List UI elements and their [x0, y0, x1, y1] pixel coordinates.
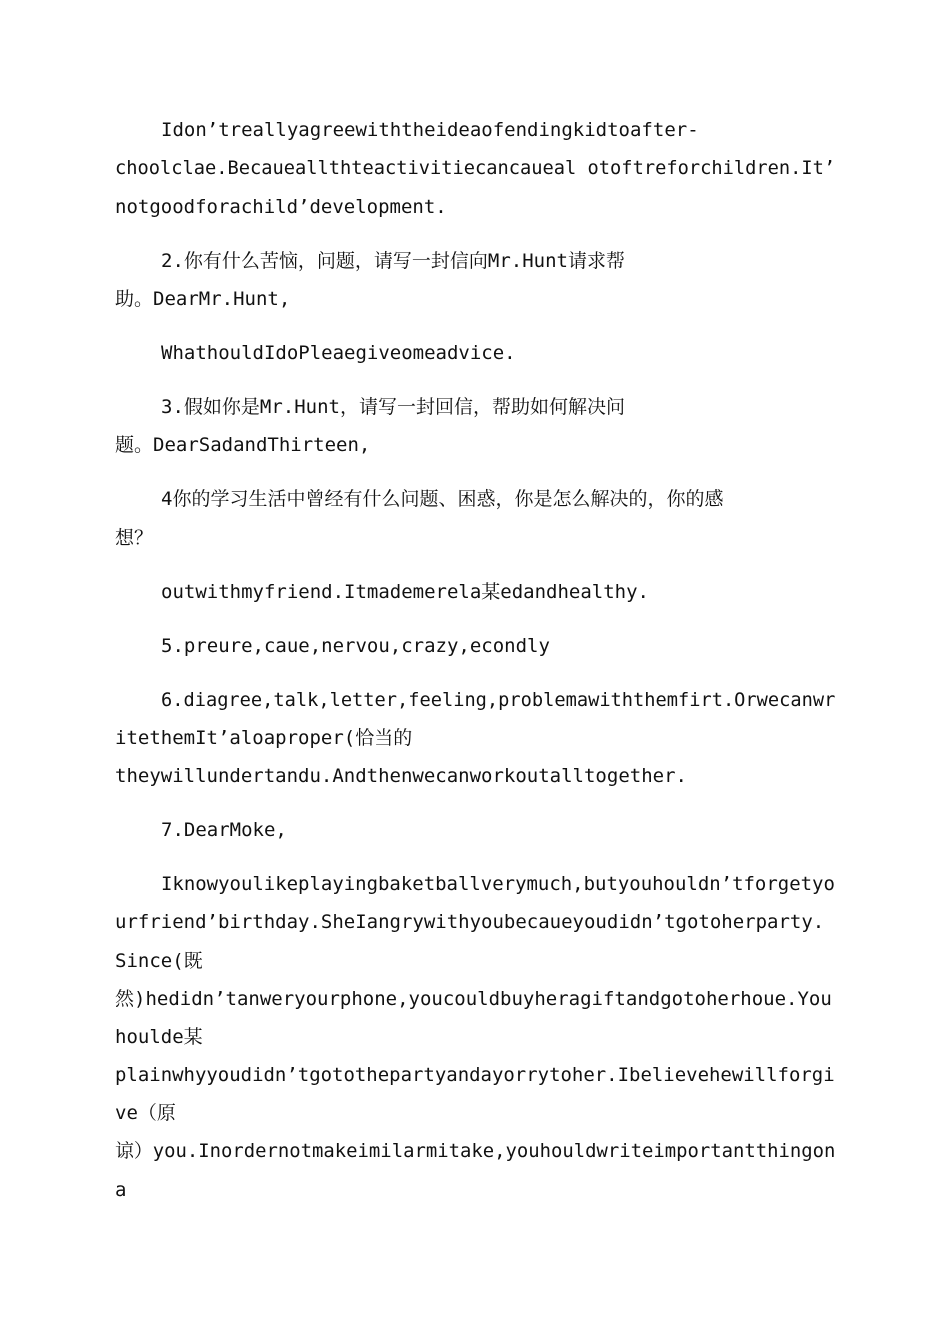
letter-line-7: ve（原 [115, 1102, 176, 1124]
question-2-line-1: 2.你有什么苦恼，问题，请写一封信向Mr.Hunt请求帮 [161, 250, 625, 272]
letter-line-8: 谅）you.Inordernotmakeimilarmitake,youhouldwriteimportantthingon [115, 1140, 836, 1162]
answer-4-line: outwithmyfriend.Itmademerela某edandhealthy. [161, 581, 649, 603]
letter-line-5: houlde某 [115, 1026, 203, 1048]
item-6-line-1: 6.diagree,talk,letter,feeling,problemawiththemfirt.Orwecanwr [161, 689, 836, 711]
paragraph-1-line-3: notgoodforachild’development. [115, 196, 447, 218]
item-6-line-3: theywillundertandu.Andthenwecanworkoutalltogether. [115, 765, 687, 787]
item-5-line: 5.preure,caue,nervou,crazy,econdly [161, 635, 550, 657]
paragraph-1-line-2: choolclae.Becaueallthteactivitiecancaueal otoftreforchildren.It’ [115, 157, 836, 179]
question-4-line-2: 想？ [115, 527, 154, 549]
letter-line-6: plainwhyyoudidn’tgotothepartyandayorrytoher.Ibelievehewillforgi [115, 1064, 835, 1086]
letter-line-1: Iknowyoulikeplayingbaketballverymuch,butyouhouldn’tforgetyo [161, 873, 835, 895]
letter-line-4: 然)hedidn’tanweryourphone,youcouldbuyheragiftandgotoherhoue.You [115, 988, 832, 1010]
item-7-salutation: 7.DearMoke, [161, 819, 287, 841]
question-2-line-2: 助。DearMr.Hunt, [115, 288, 291, 310]
letter-line-3: Since(既 [115, 950, 203, 972]
letter-line-9: a [115, 1179, 127, 1201]
question-3-line-1: 3.假如你是Mr.Hunt，请写一封回信，帮助如何解决问 [161, 396, 625, 418]
paragraph-advice-line: WhathouldIdoPleaegiveomeadvice. [161, 342, 516, 364]
letter-line-2: urfriend’birthday.SheIangrywithyoubecaueyoudidn’tgotoherparty. [115, 911, 825, 933]
item-6-line-2: itethemIt’aloaproper(恰当的 [115, 727, 413, 749]
question-3-line-2: 题。DearSadandThirteen, [115, 434, 371, 456]
question-4-line-1: 4你的学习生活中曾经有什么问题、困惑，你是怎么解决的，你的感 [161, 488, 724, 510]
paragraph-1-line-1: Idon’treallyagreewiththeideaofendingkidtoafter- [161, 119, 699, 141]
